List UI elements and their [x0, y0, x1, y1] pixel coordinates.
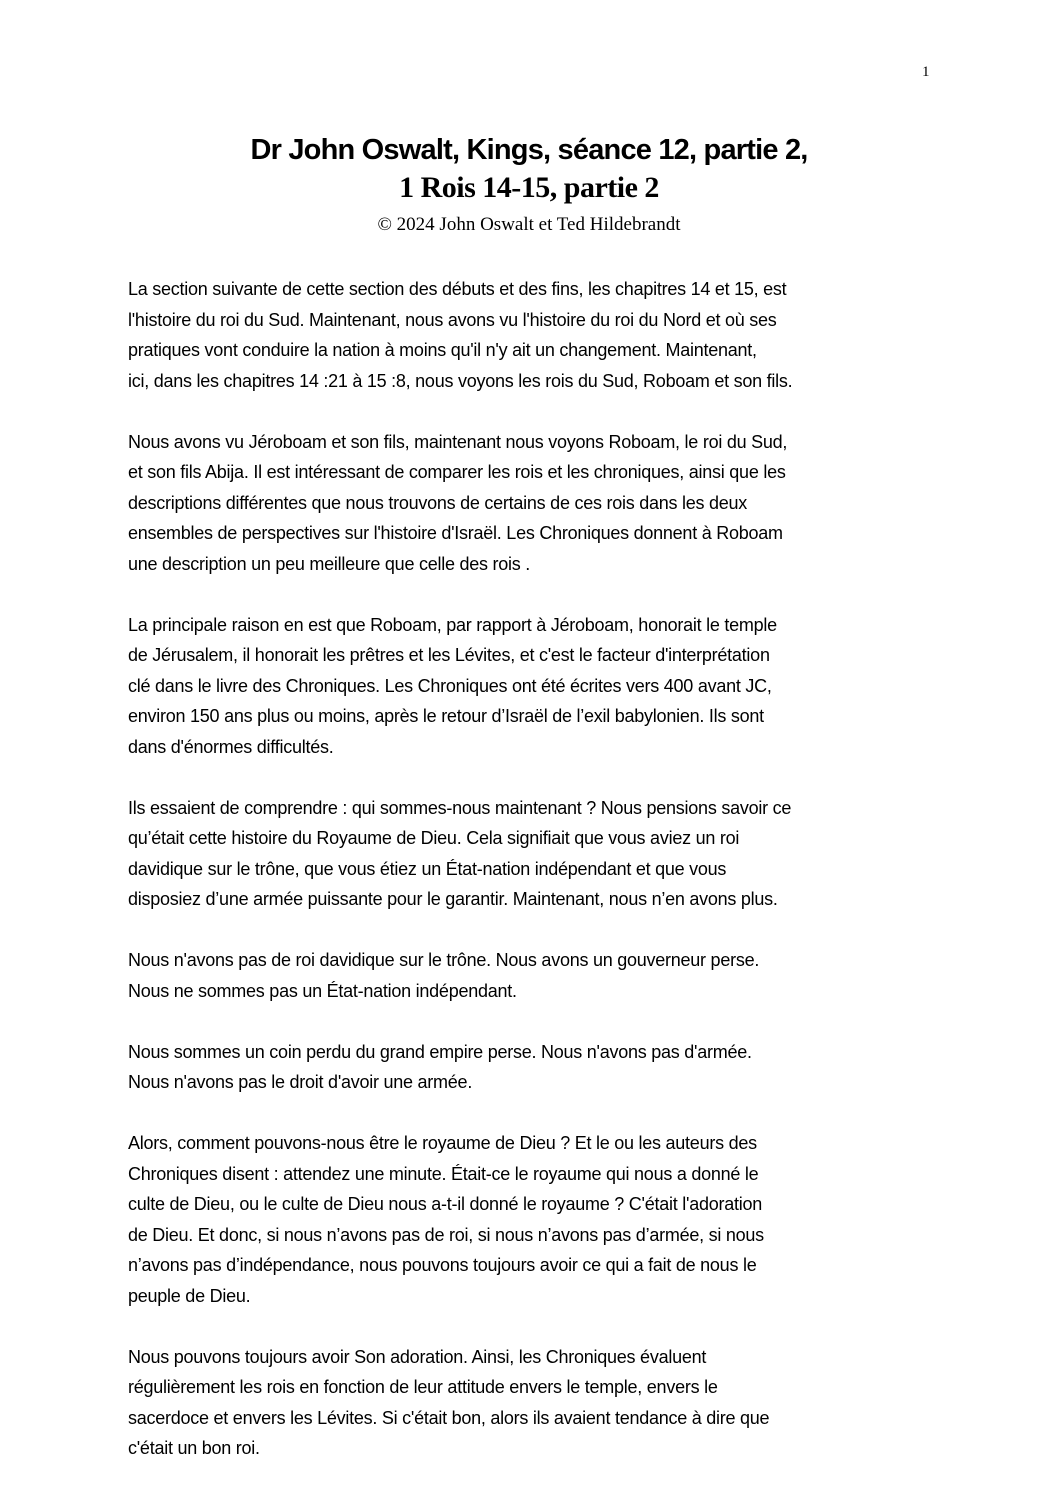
paragraph-line: et son fils Abija. Il est intéressant de comparer les rois et les chroniques, ainsi que les	[128, 462, 786, 482]
paragraph-line: Alors, comment pouvons-nous être le royaume de Dieu ? Et le ou les auteurs des	[128, 1133, 757, 1153]
paragraph-line: de Jérusalem, il honorait les prêtres et les Lévites, et c'est le facteur d'interprétation	[128, 645, 770, 665]
paragraph-line: Nous pouvons toujours avoir Son adoration. Ainsi, les Chroniques évaluent	[128, 1346, 707, 1367]
paragraph	[128, 1342, 948, 1464]
paragraph-line: environ 150 ans plus ou moins, après le retour d’Israël de l’exil babylonien. Ils sont	[128, 706, 764, 726]
paragraph-line: l'histoire du roi du Sud. Maintenant, nous avons vu l'histoire du roi du Nord et où ses	[128, 309, 777, 330]
paragraph-line: Nous sommes un coin perdu du grand empire perse. Nous n'avons pas d'armée.	[128, 1041, 752, 1062]
paragraph-line: peuple de Dieu.	[128, 1285, 251, 1306]
paragraph-line: qu’était cette histoire du Royaume de Dieu. Cela signifiait que vous aviez un roi	[128, 828, 740, 848]
paragraph-line: régulièrement les rois en fonction de leur attitude envers le temple, envers le	[128, 1377, 718, 1397]
paragraph	[128, 1128, 948, 1311]
paragraph-line: de Dieu. Et donc, si nous n’avons pas de roi, si nous n’avons pas d’armée, si nous	[128, 1224, 764, 1245]
paragraph-line: culte de Dieu, ou le culte de Dieu nous a-t-il donné le royaume ? C'était l'adoration	[128, 1194, 763, 1214]
paragraph	[128, 274, 948, 396]
paragraph-line: disposiez d’une armée puissante pour le garantir. Maintenant, nous n’en avons plus.	[128, 889, 778, 909]
paragraph-line: c'était un bon roi.	[128, 1438, 260, 1458]
paragraph-line: Nous avons vu Jéroboam et son fils, maintenant nous voyons Roboam, le roi du Sud,	[128, 431, 788, 452]
paragraph-line: davidique sur le trône, que vous étiez un État-nation indépendant et que vous	[128, 858, 727, 879]
paragraph-line: clé dans le livre des Chroniques. Les Chroniques ont été écrites vers 400 avant JC,	[128, 675, 772, 696]
page-number: 1	[922, 64, 930, 80]
paragraph-line: ici, dans les chapitres 14 :21 à 15 :8, nous voyons les rois du Sud, Roboam et son fils.	[128, 370, 793, 391]
paragraph	[128, 945, 948, 1006]
paragraph-line: n’avons pas d’indépendance, nous pouvons toujours avoir ce qui a fait de nous le	[128, 1255, 757, 1275]
paragraph-line: Nous ne sommes pas un État-nation indépendant.	[128, 980, 517, 1001]
paragraph-line: une description un peu meilleure que celle des rois .	[128, 553, 530, 574]
paragraph-line: pratiques vont conduire la nation à moins qu'il n'y ait un changement. Maintenant,	[128, 340, 757, 360]
paragraph	[128, 793, 948, 915]
paragraph-line: La principale raison en est que Roboam, par rapport à Jéroboam, honorait le temple	[128, 614, 777, 635]
paragraph-line: sacerdoce et envers les Lévites. Si c'était bon, alors ils avaient tendance à dire que	[128, 1407, 770, 1428]
document-body	[128, 274, 948, 1494]
paragraph-line: Nous n'avons pas de roi davidique sur le trône. Nous avons un gouverneur perse.	[128, 950, 760, 970]
paragraph-line: Nous n'avons pas le droit d'avoir une armée.	[128, 1072, 473, 1092]
paragraph	[128, 427, 948, 580]
copyright-notice: © 2024 John Oswalt et Ted Hildebrandt	[377, 214, 681, 235]
paragraph-line: ensembles de perspectives sur l'histoire d'Israël. Les Chroniques donnent à Roboam	[128, 523, 783, 543]
document-title: Dr John Oswalt, Kings, séance 12, partie 2,	[250, 134, 808, 166]
paragraph-line: dans d'énormes difficultés.	[128, 736, 334, 757]
paragraph-line: descriptions différentes que nous trouvons de certains de ces rois dans les deux	[128, 492, 748, 513]
paragraph-line: La section suivante de cette section des débuts et des fins, les chapitres 14 et 15, est	[128, 279, 787, 299]
paragraph	[128, 610, 948, 763]
paragraph-line: Chroniques disent : attendez une minute. Était-ce le royaume qui nous a donné le	[128, 1163, 759, 1184]
paragraph	[128, 1037, 948, 1098]
paragraph-line: Ils essaient de comprendre : qui sommes-nous maintenant ? Nous pensions savoir ce	[128, 797, 792, 818]
document-subtitle: 1 Rois 14-15, partie 2	[399, 171, 659, 204]
